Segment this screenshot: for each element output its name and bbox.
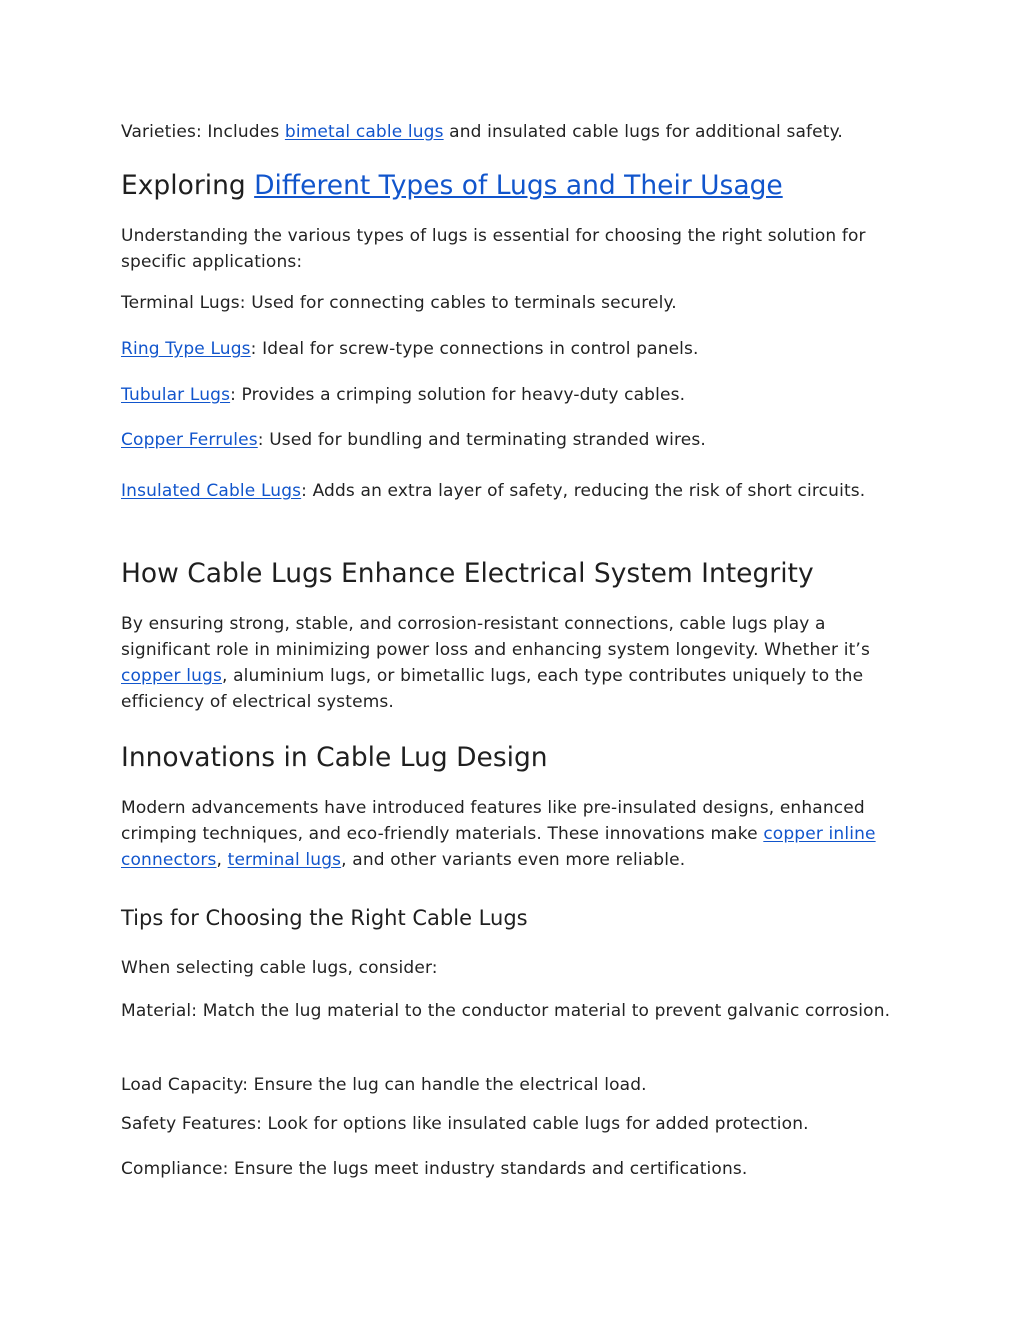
insulated-cable-lugs-link[interactable]: Insulated Cable Lugs — [121, 481, 302, 501]
copper-ferrules-desc: : Used for bundling and terminating stranded wires. — [257, 430, 706, 450]
integrity-prefix: By ensuring strong, stable, and corrosion-resistant connections, cable lugs play a significant role in minimizing power loss and enhancing system longevity. Whether it’s — [121, 614, 870, 660]
insulated-cable-lugs-desc: : Adds an extra layer of safety, reducing the risk of short circuits. — [301, 481, 866, 501]
heading-tips: Tips for Choosing the Right Cable Lugs — [121, 906, 528, 930]
tubular-lugs-link[interactable]: Tubular Lugs — [121, 385, 231, 405]
different-types-of-lugs-link[interactable]: Different Types of Lugs and Their Usage — [254, 170, 783, 201]
varieties-prefix: Varieties: Includes — [121, 122, 285, 142]
varieties-suffix: and insulated cable lugs for additional safety. — [443, 122, 843, 142]
material-item: Material: Match the lug material to the conductor material to prevent galvanic corrosion. — [121, 1001, 891, 1021]
innovations-paragraph — [121, 795, 901, 873]
bimetal-cable-lugs-link[interactable]: bimetal cable lugs — [284, 122, 444, 142]
safety-features-item: Safety Features: Look for options like insulated cable lugs for added protection. — [121, 1114, 809, 1134]
ring-type-lugs-item — [121, 336, 901, 362]
copper-ferrules-link[interactable]: Copper Ferrules — [121, 430, 258, 450]
integrity-suffix: , aluminium lugs, or bimetallic lugs, each type contributes uniquely to the efficiency of electrical systems. — [121, 666, 864, 712]
terminal-lugs-item: Terminal Lugs: Used for connecting cables to terminals securely. — [121, 293, 677, 313]
tubular-lugs-desc: : Provides a crimping solution for heavy-duty cables. — [230, 385, 686, 405]
copper-ferrules-item — [121, 427, 901, 453]
heading-exploring-prefix: Exploring — [121, 170, 255, 201]
innovations-prefix: Modern advancements have introduced features like pre-insulated designs, enhanced crimping techniques, and eco-friendly materials. These innovations make — [121, 798, 865, 844]
load-capacity-item: Load Capacity: Ensure the lug can handle the electrical load. — [121, 1075, 647, 1095]
varieties-paragraph — [121, 119, 901, 145]
understanding-paragraph: Understanding the various types of lugs is essential for choosing the right solution for specific applications: — [121, 226, 866, 272]
tubular-lugs-item — [121, 382, 901, 408]
heading-innovations: Innovations in Cable Lug Design — [121, 742, 548, 773]
ring-type-lugs-link[interactable]: Ring Type Lugs — [121, 339, 251, 359]
copper-lugs-link[interactable]: copper lugs — [121, 666, 222, 686]
heading-system-integrity: How Cable Lugs Enhance Electrical System Integrity — [121, 558, 814, 589]
when-selecting-paragraph: When selecting cable lugs, consider: — [121, 958, 438, 978]
copper-inline-connectors-link[interactable]: copper inline connectors — [121, 824, 876, 870]
ring-type-lugs-desc: : Ideal for screw-type connections in control panels. — [250, 339, 699, 359]
innovations-suffix: , and other variants even more reliable. — [341, 850, 686, 870]
integrity-paragraph — [121, 611, 901, 715]
terminal-lugs-link[interactable]: terminal lugs — [227, 850, 342, 870]
heading-exploring-types — [121, 169, 901, 203]
insulated-cable-lugs-item — [121, 478, 901, 504]
compliance-item: Compliance: Ensure the lugs meet industry standards and certifications. — [121, 1159, 748, 1179]
innovations-separator: , — [216, 850, 228, 870]
